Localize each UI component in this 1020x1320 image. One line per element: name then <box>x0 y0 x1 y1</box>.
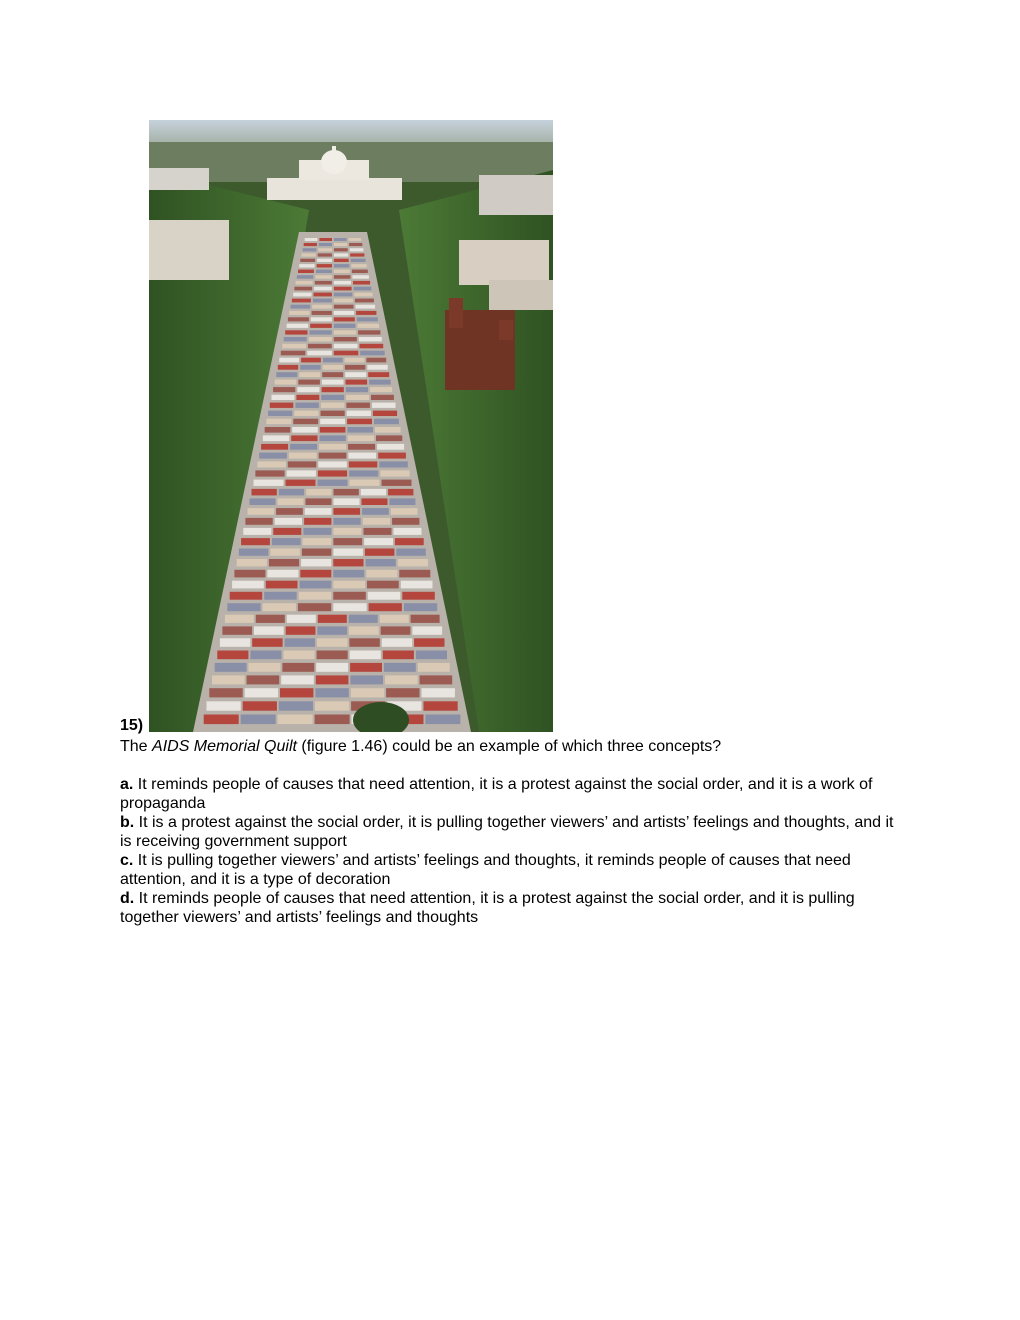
question-block <box>120 737 895 927</box>
option-d <box>120 889 895 927</box>
aerial-photo-icon <box>149 120 553 732</box>
question-number: 15) <box>120 717 144 734</box>
artwork-title: AIDS Memorial Quilt <box>152 738 297 755</box>
question-stem <box>120 737 895 756</box>
option-text: It is pulling together viewers’ and artists’ feelings and thoughts, it reminds people of causes that need attention, and it is a type of decoration <box>120 852 851 888</box>
option-text: It is a protest against the social order, it is pulling together viewers’ and artists’ feelings and thoughts, and it is receiving government support <box>120 814 894 850</box>
option-c <box>120 851 895 889</box>
option-letter: a. <box>120 776 134 793</box>
option-text: It reminds people of causes that need attention, it is a protest against the social order, and it is pulling together viewers’ and artists’ feelings and thoughts <box>120 890 855 926</box>
option-a <box>120 775 895 813</box>
option-letter: c. <box>120 852 134 869</box>
option-letter: d. <box>120 890 135 907</box>
option-text: It reminds people of causes that need attention, it is a protest against the social order, and it is a work of propaganda <box>120 776 873 812</box>
option-letter: b. <box>120 814 135 831</box>
stem-prefix: The <box>120 738 153 755</box>
stem-suffix: (figure 1.46) could be an example of which three concepts? <box>296 738 722 755</box>
option-b <box>120 813 895 851</box>
quilt-photo <box>149 120 553 732</box>
